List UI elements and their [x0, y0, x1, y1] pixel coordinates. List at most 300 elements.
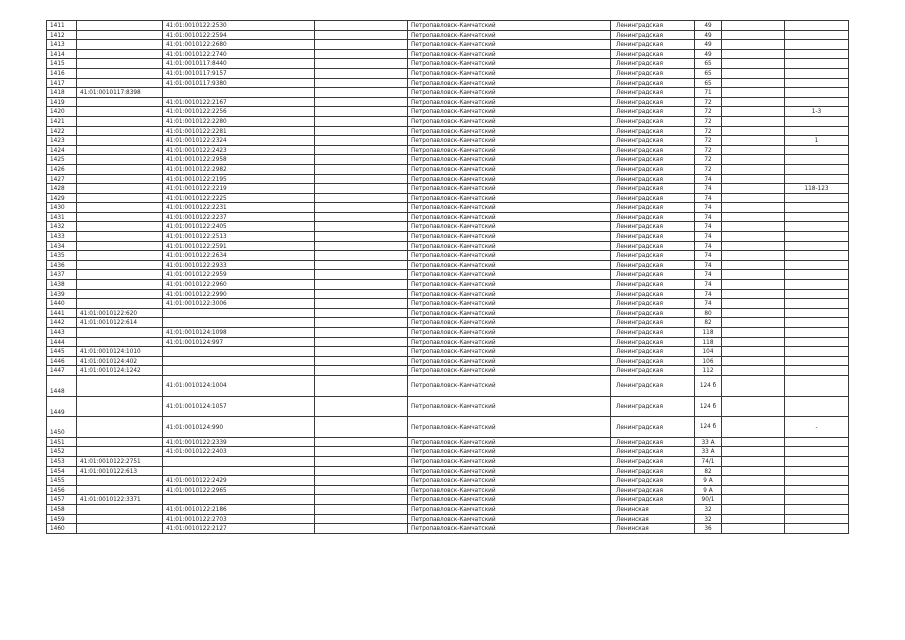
table-row — [47, 299, 849, 309]
city-cell: Петропавловск-Камчатский — [408, 155, 611, 165]
city-cell: Петропавловск-Камчатский — [408, 347, 611, 357]
street-cell: Ленинградская — [611, 174, 695, 184]
empty-cell — [722, 447, 785, 457]
house-number-cell: 82 — [695, 466, 722, 476]
row-number-cell: 1420 — [47, 107, 77, 117]
row-number-cell: 1457 — [47, 495, 77, 505]
empty-cell — [315, 299, 408, 309]
city-cell: Петропавловск-Камчатский — [408, 21, 611, 31]
house-number-cell: 74 — [695, 212, 722, 222]
row-number-cell: 1437 — [47, 270, 77, 280]
house-number-cell: 74 — [695, 203, 722, 213]
empty-cell — [722, 212, 785, 222]
table-row — [47, 366, 849, 376]
row-number-cell: 1441 — [47, 308, 77, 318]
city-cell: Петропавловск-Камчатский — [408, 260, 611, 270]
row-number-cell: 1446 — [47, 356, 77, 366]
row-number-cell: 1456 — [47, 485, 77, 495]
house-number-cell: 32 — [695, 514, 722, 524]
empty-cell — [722, 504, 785, 514]
table-row — [47, 251, 849, 261]
cadastral-number-building-cell — [77, 485, 163, 495]
apartment-number-cell — [785, 375, 849, 396]
apartment-number-cell — [785, 466, 849, 476]
cadastral-number-premises-cell: 41:01:0010122:2530 — [163, 21, 315, 31]
house-number-cell: 72 — [695, 136, 722, 146]
empty-cell — [315, 68, 408, 78]
apartment-number-cell: 118-123 — [785, 184, 849, 194]
empty-cell — [315, 504, 408, 514]
cadastral-number-premises-cell: 41:01:0010122:2167 — [163, 97, 315, 107]
street-cell: Ленинградская — [611, 251, 695, 261]
city-cell: Петропавловск-Камчатский — [408, 366, 611, 376]
city-cell: Петропавловск-Камчатский — [408, 193, 611, 203]
table-row — [47, 116, 849, 126]
cadastral-number-premises-cell: 41:01:0010124:990 — [163, 417, 315, 438]
city-cell: Петропавловск-Камчатский — [408, 126, 611, 136]
street-cell: Ленинградская — [611, 164, 695, 174]
house-number-cell: 72 — [695, 107, 722, 117]
street-cell: Ленинградская — [611, 232, 695, 242]
house-number-cell: 104 — [695, 347, 722, 357]
cadastral-number-premises-cell: 41:01:0010124:997 — [163, 337, 315, 347]
table-row — [47, 59, 849, 69]
cadastral-number-premises-cell: 41:01:0010122:2195 — [163, 174, 315, 184]
cadastral-number-premises-cell: 41:01:0010122:2990 — [163, 289, 315, 299]
empty-cell — [315, 347, 408, 357]
apartment-number-cell — [785, 203, 849, 213]
empty-cell — [315, 280, 408, 290]
table-row — [47, 514, 849, 524]
cadastral-number-building-cell — [77, 270, 163, 280]
house-number-cell: 112 — [695, 366, 722, 376]
cadastral-number-building-cell — [77, 251, 163, 261]
table-row — [47, 30, 849, 40]
row-number-cell: 1426 — [47, 164, 77, 174]
row-number-cell: 1416 — [47, 68, 77, 78]
house-number-cell: 124 б — [695, 396, 722, 417]
row-number-cell: 1432 — [47, 222, 77, 232]
street-cell: Ленинградская — [611, 356, 695, 366]
empty-cell — [722, 396, 785, 417]
cadastral-number-building-cell — [77, 280, 163, 290]
street-cell: Ленинградская — [611, 40, 695, 50]
empty-cell — [315, 155, 408, 165]
empty-cell — [722, 78, 785, 88]
house-number-cell: 72 — [695, 126, 722, 136]
house-number-cell: 74 — [695, 270, 722, 280]
house-number-cell: 74 — [695, 251, 722, 261]
empty-cell — [722, 366, 785, 376]
empty-cell — [315, 289, 408, 299]
cadastral-number-premises-cell — [163, 318, 315, 328]
cadastral-number-building-cell — [77, 504, 163, 514]
cadastral-number-building-cell — [77, 107, 163, 117]
row-number-cell: 1433 — [47, 232, 77, 242]
table-row — [47, 495, 849, 505]
apartment-number-cell — [785, 270, 849, 280]
apartment-number-cell — [785, 514, 849, 524]
house-number-cell: 65 — [695, 78, 722, 88]
row-number-cell: 1428 — [47, 184, 77, 194]
cadastral-number-premises-cell: 41:01:0010122:2513 — [163, 232, 315, 242]
cadastral-number-building-cell: 41:01:0010124:1010 — [77, 347, 163, 357]
table-row — [47, 308, 849, 318]
cadastral-number-premises-cell: 41:01:0010122:2219 — [163, 184, 315, 194]
cadastral-number-building-cell: 41:01:0010122:2751 — [77, 456, 163, 466]
empty-cell — [315, 251, 408, 261]
city-cell: Петропавловск-Камчатский — [408, 164, 611, 174]
apartment-number-cell — [785, 347, 849, 357]
table-row — [47, 289, 849, 299]
table-row — [47, 21, 849, 31]
empty-cell — [722, 318, 785, 328]
cadastral-number-premises-cell: 41:01:0010117:8440 — [163, 59, 315, 69]
cadastral-number-premises-cell: 41:01:0010122:2429 — [163, 476, 315, 486]
cadastral-number-building-cell — [77, 203, 163, 213]
street-cell: Ленинградская — [611, 203, 695, 213]
empty-cell — [315, 174, 408, 184]
cadastral-number-premises-cell — [163, 456, 315, 466]
empty-cell — [315, 375, 408, 396]
cadastral-number-building-cell: 41:01:0010122:613 — [77, 466, 163, 476]
apartment-number-cell — [785, 485, 849, 495]
table-row — [47, 136, 849, 146]
cadastral-number-building-cell — [77, 21, 163, 31]
table-row — [47, 222, 849, 232]
cadastral-number-building-cell — [77, 514, 163, 524]
house-number-cell: 74 — [695, 193, 722, 203]
cadastral-number-premises-cell: 41:01:0010122:2225 — [163, 193, 315, 203]
city-cell: Петропавловск-Камчатский — [408, 107, 611, 117]
empty-cell — [722, 524, 785, 534]
cadastral-number-premises-cell — [163, 356, 315, 366]
table-row — [47, 145, 849, 155]
row-number-cell: 1415 — [47, 59, 77, 69]
apartment-number-cell — [785, 232, 849, 242]
table-row — [47, 88, 849, 98]
apartment-number-cell — [785, 68, 849, 78]
cadastral-number-building-cell: 41:01:0010122:614 — [77, 318, 163, 328]
row-number-cell: 1430 — [47, 203, 77, 213]
table-row — [47, 260, 849, 270]
street-cell: Ленинградская — [611, 59, 695, 69]
empty-cell — [722, 232, 785, 242]
street-cell: Ленинградская — [611, 447, 695, 457]
house-number-cell: 65 — [695, 59, 722, 69]
cadastral-number-building-cell — [77, 437, 163, 447]
row-number-cell: 1443 — [47, 328, 77, 338]
house-number-cell: 74 — [695, 174, 722, 184]
street-cell: Ленинградская — [611, 299, 695, 309]
street-cell: Ленинградская — [611, 107, 695, 117]
row-number-cell: 1434 — [47, 241, 77, 251]
apartment-number-cell — [785, 260, 849, 270]
table-row — [47, 447, 849, 457]
row-number-cell: 1418 — [47, 88, 77, 98]
cadastral-number-premises-cell: 41:01:0010122:2186 — [163, 504, 315, 514]
city-cell: Петропавловск-Камчатский — [408, 417, 611, 438]
street-cell: Ленинградская — [611, 466, 695, 476]
table-row — [47, 485, 849, 495]
apartment-number-cell — [785, 396, 849, 417]
house-number-cell: 118 — [695, 328, 722, 338]
empty-cell — [315, 59, 408, 69]
row-number-cell: 1422 — [47, 126, 77, 136]
apartment-number-cell — [785, 174, 849, 184]
empty-cell — [722, 116, 785, 126]
cadastral-number-premises-cell: 41:01:0010122:2281 — [163, 126, 315, 136]
table-row — [47, 40, 849, 50]
table-row — [47, 466, 849, 476]
house-number-cell: 74 — [695, 260, 722, 270]
empty-cell — [722, 203, 785, 213]
row-number-cell: 1429 — [47, 193, 77, 203]
street-cell: Ленинградская — [611, 68, 695, 78]
empty-cell — [722, 337, 785, 347]
city-cell: Петропавловск-Камчатский — [408, 289, 611, 299]
empty-cell — [722, 514, 785, 524]
empty-cell — [315, 30, 408, 40]
cadastral-number-premises-cell: 41:01:0010117:9380 — [163, 78, 315, 88]
empty-cell — [315, 396, 408, 417]
city-cell: Петропавловск-Камчатский — [408, 328, 611, 338]
apartment-number-cell — [785, 437, 849, 447]
empty-cell — [722, 347, 785, 357]
apartment-number-cell — [785, 59, 849, 69]
table-row — [47, 504, 849, 514]
cadastral-number-building-cell — [77, 524, 163, 534]
street-cell: Ленинградская — [611, 437, 695, 447]
house-number-cell: 124 б — [695, 375, 722, 396]
apartment-number-cell — [785, 289, 849, 299]
empty-cell — [722, 466, 785, 476]
empty-cell — [315, 485, 408, 495]
empty-cell — [722, 88, 785, 98]
street-cell: Ленинградская — [611, 49, 695, 59]
empty-cell — [315, 495, 408, 505]
city-cell: Петропавловск-Камчатский — [408, 524, 611, 534]
city-cell: Петропавловск-Камчатский — [408, 203, 611, 213]
table-row — [47, 126, 849, 136]
cadastral-number-building-cell — [77, 212, 163, 222]
cadastral-number-building-cell — [77, 328, 163, 338]
apartment-number-cell — [785, 366, 849, 376]
row-number-cell: 1440 — [47, 299, 77, 309]
city-cell: Петропавловск-Камчатский — [408, 30, 611, 40]
empty-cell — [315, 21, 408, 31]
row-number-cell: 1455 — [47, 476, 77, 486]
street-cell: Ленинградская — [611, 241, 695, 251]
cadastral-number-building-cell — [77, 232, 163, 242]
cadastral-number-premises-cell: 41:01:0010122:2423 — [163, 145, 315, 155]
table-row — [47, 328, 849, 338]
register-table — [46, 20, 849, 534]
empty-cell — [722, 456, 785, 466]
empty-cell — [315, 366, 408, 376]
city-cell: Петропавловск-Камчатский — [408, 504, 611, 514]
empty-cell — [315, 193, 408, 203]
city-cell: Петропавловск-Камчатский — [408, 447, 611, 457]
empty-cell — [315, 456, 408, 466]
empty-cell — [315, 88, 408, 98]
street-cell: Ленинградская — [611, 88, 695, 98]
table-row — [47, 356, 849, 366]
cadastral-number-building-cell — [77, 155, 163, 165]
row-number-cell: 1436 — [47, 260, 77, 270]
empty-cell — [722, 97, 785, 107]
cadastral-number-building-cell — [77, 97, 163, 107]
street-cell: Ленинградская — [611, 476, 695, 486]
city-cell: Петропавловск-Камчатский — [408, 476, 611, 486]
city-cell: Петропавловск-Камчатский — [408, 466, 611, 476]
empty-cell — [722, 375, 785, 396]
row-number-cell: 1423 — [47, 136, 77, 146]
street-cell: Ленинградская — [611, 222, 695, 232]
house-number-cell: 49 — [695, 30, 722, 40]
house-number-cell: 65 — [695, 68, 722, 78]
house-number-cell: 9 А — [695, 485, 722, 495]
cadastral-number-premises-cell: 41:01:0010122:2594 — [163, 30, 315, 40]
street-cell: Ленинградская — [611, 155, 695, 165]
apartment-number-cell — [785, 212, 849, 222]
row-number-cell: 1438 — [47, 280, 77, 290]
city-cell: Петропавловск-Камчатский — [408, 299, 611, 309]
house-number-cell: 118 — [695, 337, 722, 347]
empty-cell — [722, 417, 785, 438]
table-row — [47, 270, 849, 280]
street-cell: Ленинградская — [611, 417, 695, 438]
row-number-cell: 1458 — [47, 504, 77, 514]
apartment-number-cell — [785, 328, 849, 338]
apartment-number-cell — [785, 504, 849, 514]
city-cell: Петропавловск-Камчатский — [408, 241, 611, 251]
cadastral-number-building-cell — [77, 417, 163, 438]
apartment-number-cell — [785, 456, 849, 466]
table-row — [47, 241, 849, 251]
house-number-cell: 74 — [695, 241, 722, 251]
cadastral-number-building-cell: 41:01:0010122:3371 — [77, 495, 163, 505]
cadastral-number-building-cell — [77, 299, 163, 309]
street-cell: Ленинградская — [611, 337, 695, 347]
table-row — [47, 232, 849, 242]
empty-cell — [722, 107, 785, 117]
empty-cell — [315, 417, 408, 438]
house-number-cell: 9 А — [695, 476, 722, 486]
empty-cell — [722, 476, 785, 486]
house-number-cell: 74 — [695, 299, 722, 309]
apartment-number-cell — [785, 318, 849, 328]
city-cell: Петропавловск-Камчатский — [408, 251, 611, 261]
empty-cell — [315, 126, 408, 136]
cadastral-number-premises-cell: 41:01:0010122:2324 — [163, 136, 315, 146]
empty-cell — [315, 97, 408, 107]
empty-cell — [722, 289, 785, 299]
cadastral-number-building-cell — [77, 136, 163, 146]
row-number-cell: 1414 — [47, 49, 77, 59]
cadastral-number-building-cell — [77, 260, 163, 270]
house-number-cell: 72 — [695, 97, 722, 107]
cadastral-number-premises-cell: 41:01:0010122:2680 — [163, 40, 315, 50]
cadastral-number-premises-cell: 41:01:0010122:2958 — [163, 155, 315, 165]
row-number-cell: 1454 — [47, 466, 77, 476]
empty-cell — [722, 437, 785, 447]
row-number-cell: 1442 — [47, 318, 77, 328]
street-cell: Ленинградская — [611, 116, 695, 126]
street-cell: Ленинградская — [611, 145, 695, 155]
apartment-number-cell — [785, 251, 849, 261]
empty-cell — [315, 212, 408, 222]
house-number-cell: 71 — [695, 88, 722, 98]
cadastral-number-building-cell — [77, 375, 163, 396]
apartment-number-cell — [785, 299, 849, 309]
table-row — [47, 68, 849, 78]
cadastral-number-building-cell — [77, 116, 163, 126]
street-cell: Ленинградская — [611, 193, 695, 203]
table-row — [47, 78, 849, 88]
empty-cell — [315, 241, 408, 251]
city-cell: Петропавловск-Камчатский — [408, 40, 611, 50]
house-number-cell: 124 б — [695, 417, 722, 438]
city-cell: Петропавловск-Камчатский — [408, 456, 611, 466]
cadastral-number-premises-cell: 41:01:0010122:2403 — [163, 447, 315, 457]
cadastral-number-building-cell — [77, 289, 163, 299]
cadastral-number-building-cell — [77, 222, 163, 232]
table-row — [47, 164, 849, 174]
city-cell: Петропавловск-Камчатский — [408, 222, 611, 232]
apartment-number-cell — [785, 116, 849, 126]
empty-cell — [722, 299, 785, 309]
street-cell: Ленинградская — [611, 30, 695, 40]
empty-cell — [722, 40, 785, 50]
empty-cell — [722, 126, 785, 136]
house-number-cell: 74 — [695, 232, 722, 242]
apartment-number-cell — [785, 49, 849, 59]
cadastral-number-building-cell — [77, 396, 163, 417]
empty-cell — [315, 78, 408, 88]
row-number-cell: 1452 — [47, 447, 77, 457]
cadastral-number-building-cell — [77, 68, 163, 78]
empty-cell — [315, 466, 408, 476]
cadastral-number-building-cell — [77, 193, 163, 203]
empty-cell — [315, 270, 408, 280]
empty-cell — [315, 184, 408, 194]
row-number-cell: 1427 — [47, 174, 77, 184]
street-cell: Ленинградская — [611, 375, 695, 396]
city-cell: Петропавловск-Камчатский — [408, 270, 611, 280]
empty-cell — [315, 49, 408, 59]
empty-cell — [722, 270, 785, 280]
apartment-number-cell — [785, 193, 849, 203]
cadastral-number-premises-cell: 41:01:0010122:2280 — [163, 116, 315, 126]
cadastral-number-building-cell: 41:01:0010124:402 — [77, 356, 163, 366]
empty-cell — [722, 308, 785, 318]
street-cell: Ленинградская — [611, 97, 695, 107]
empty-cell — [315, 222, 408, 232]
empty-cell — [315, 337, 408, 347]
table-row — [47, 337, 849, 347]
cadastral-number-premises-cell: 41:01:0010122:2982 — [163, 164, 315, 174]
empty-cell — [722, 145, 785, 155]
empty-cell — [722, 49, 785, 59]
street-cell: Ленинградская — [611, 136, 695, 146]
cadastral-number-premises-cell — [163, 466, 315, 476]
cadastral-number-premises-cell: 41:01:0010122:2634 — [163, 251, 315, 261]
cadastral-number-building-cell — [77, 59, 163, 69]
cadastral-number-building-cell — [77, 40, 163, 50]
table-row — [47, 184, 849, 194]
city-cell: Петропавловск-Камчатский — [408, 437, 611, 447]
